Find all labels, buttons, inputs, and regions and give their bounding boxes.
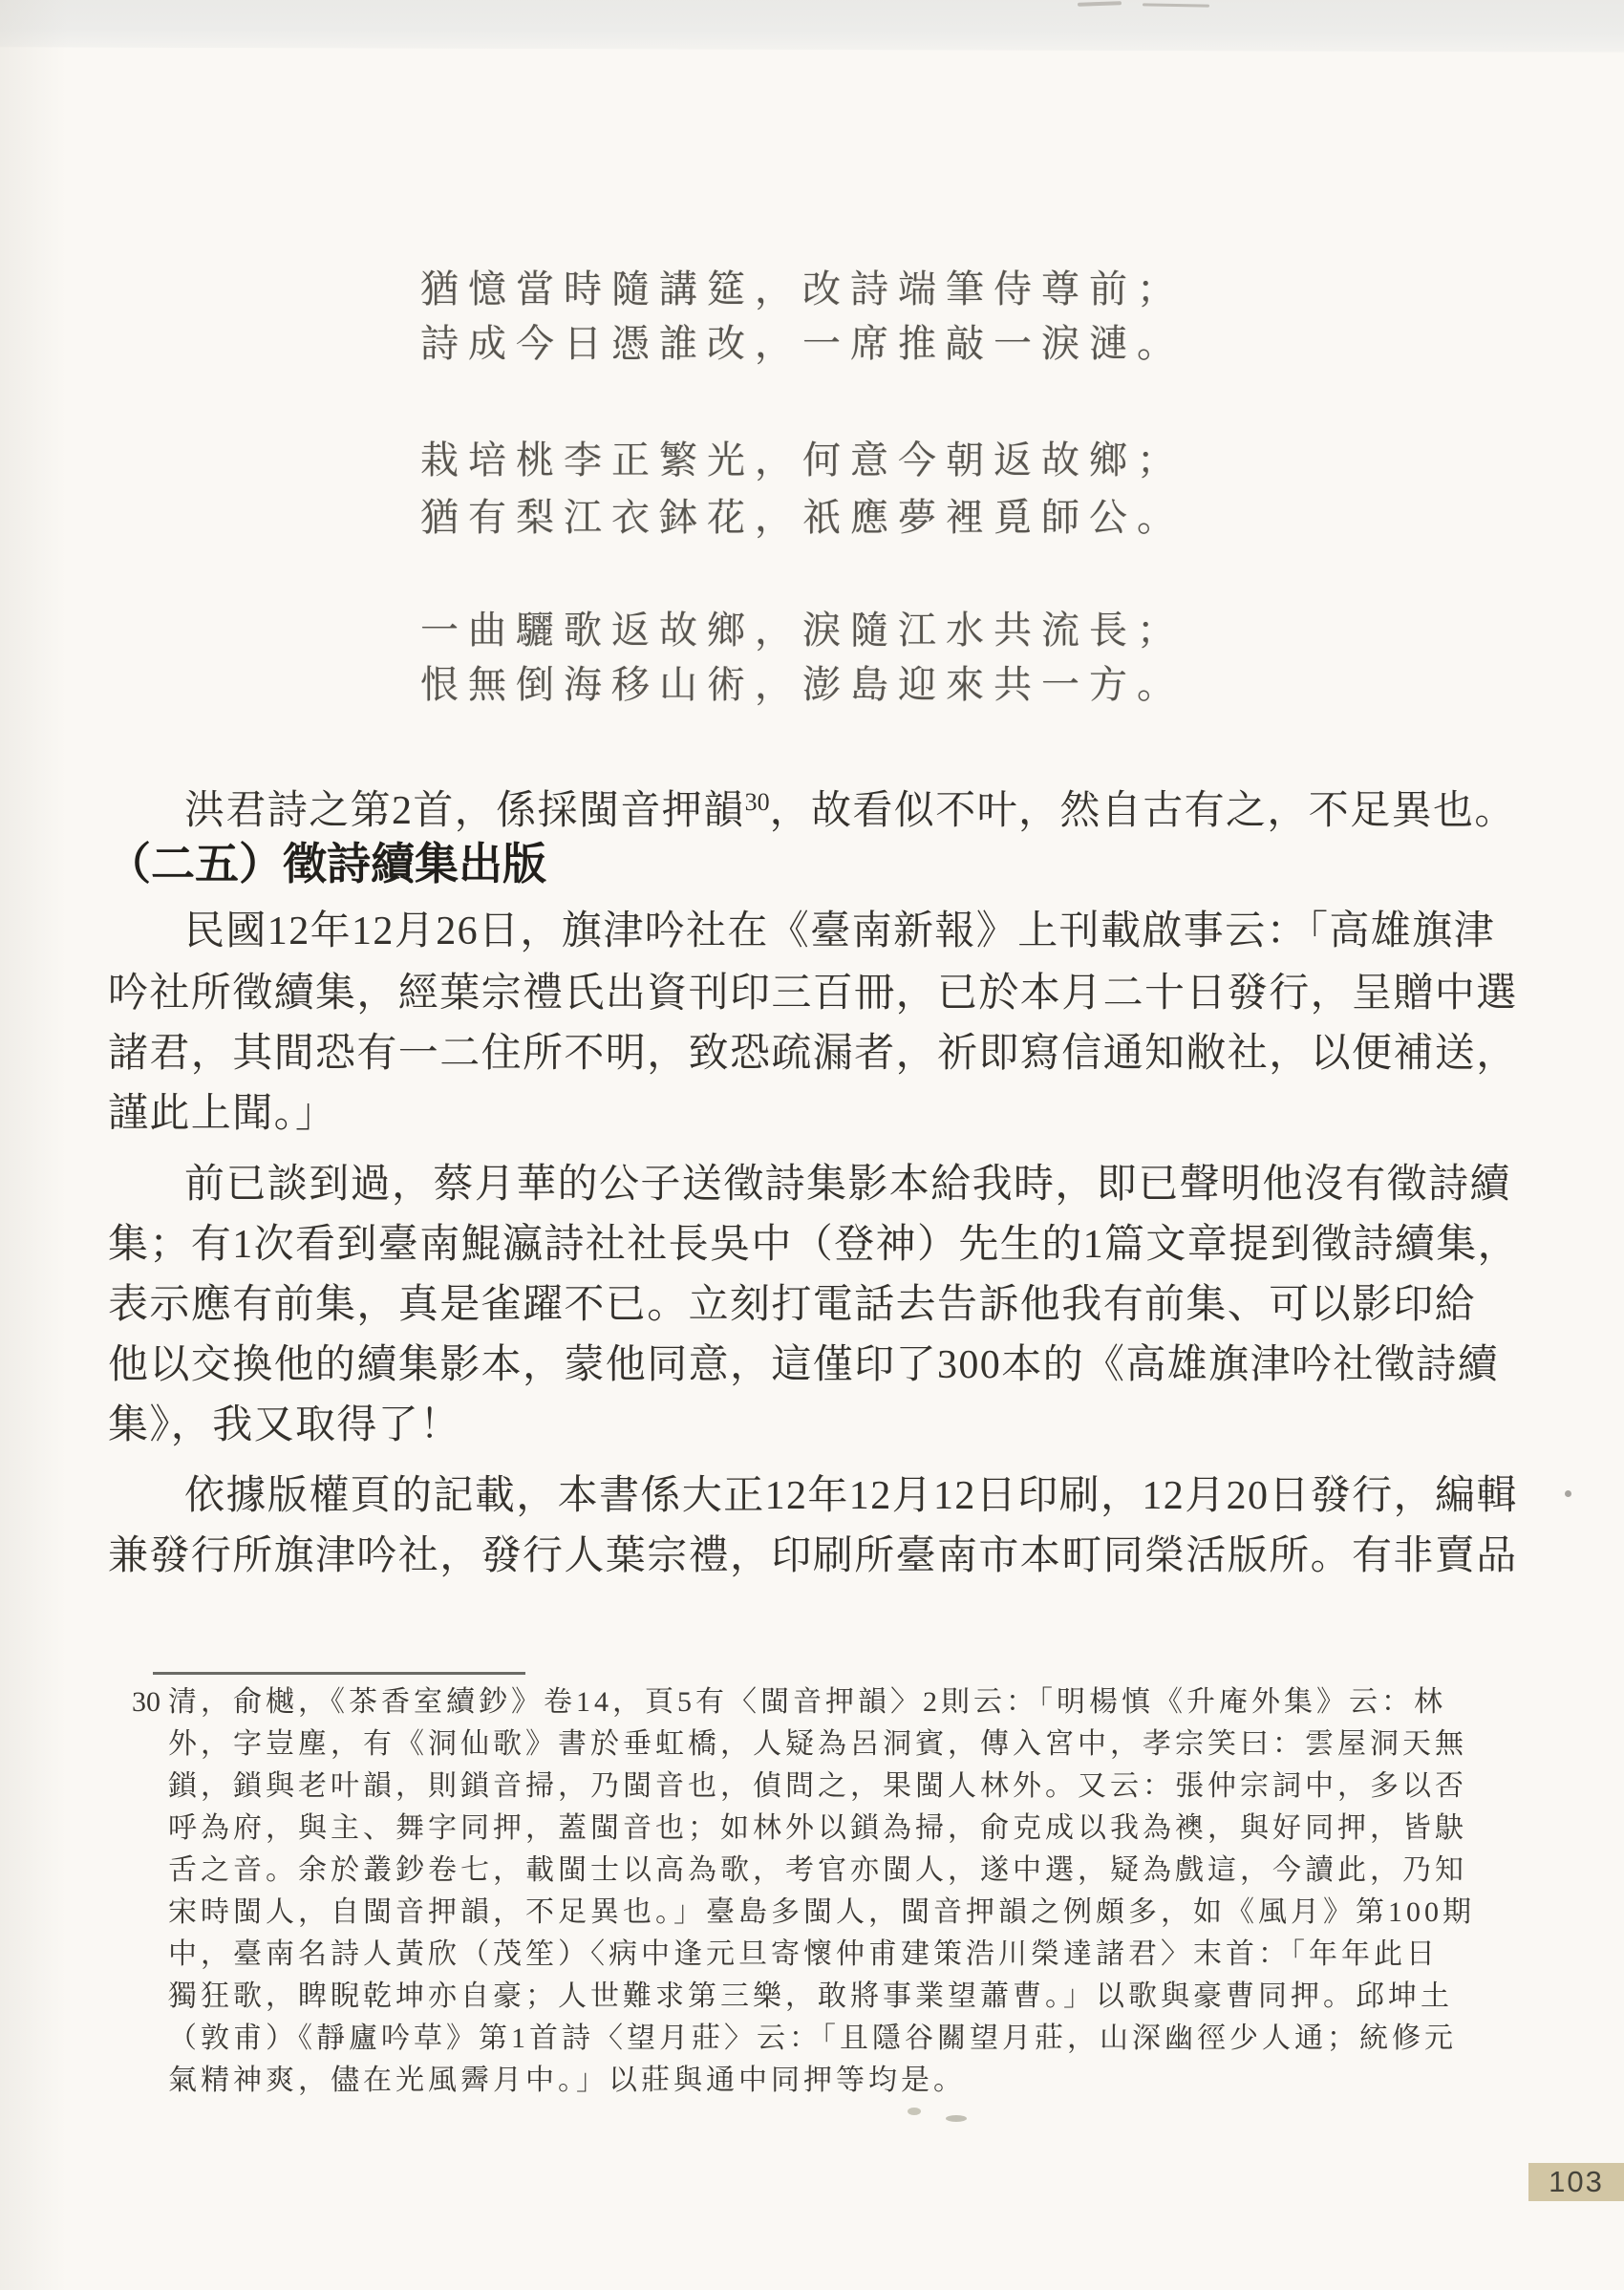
poem-line: 一曲驪歌返故鄉，淚隨江水共流長； [420,609,1185,652]
footnote-line: 氣精神爽，儘在光風霽月中。」以莊與通中同押等均是。 [168,2065,966,2096]
footnote-line: 中，臺南名詩人黃欣（茂笙）〈病中逢元旦寄懷仲甫建策浩川榮達諸君〉末首：「年年此日 [168,1938,1439,1970]
smudge-artifact [946,2115,967,2122]
paragraph-line: 集》，我又取得了！ [108,1403,461,1447]
footnote-line: 舌之音。余於叢鈔卷七，載閩士以高為歌，考官亦閩人，遂中選，疑為戲這，今讀此，乃知 [168,1854,1467,1886]
page-number: 103 [1549,2165,1604,2198]
footnote-number: 30 [132,1686,160,1718]
paragraph-line: 前已談到過，蔡月華的公子送徵詩集影本給我時，即已聲明他沒有徵詩續 [184,1163,1511,1207]
paragraph-line: 諸君，其間恐有一二住所不明，致恐疏漏者，祈即寫信通知敝社，以便補送， [108,1032,1518,1076]
paragraph-line: 他以交換他的續集影本，蒙他同意，這僅印了300本的《高雄旗津吟社徵詩續 [108,1343,1500,1387]
note-line-post: ，故看似不叶，然自古有之，不足異也。 [769,789,1516,833]
footnote-line: （敦甫）《靜廬吟草》第1首詩〈望月莊〉云：「且隱谷關望月莊，山深幽徑少人通；統修元 [168,2022,1457,2054]
paragraph-line: 謹此上聞。」 [108,1092,337,1136]
footnote-line: 獨狂歌，睥睨乾坤亦自豪；人世難求第三樂，敢將事業望蕭曹。」以歌與豪曹同押。邱坤土 [168,1980,1453,2012]
paragraph-line: 兼發行所旗津吟社，發行人葉宗禮，印刷所臺南市本町同榮活版所。有非賣品 [108,1534,1518,1578]
section-heading: （二五）徵詩續集出版 [107,840,546,888]
smudge-artifact [908,2108,921,2115]
paragraph-line: 依據版權頁的記載，本書係大正12年12月12日印刷，12月20日發行，編輯 [184,1474,1518,1518]
footnote-line: 呼為府，與主、舞字同押，蓋閩音也；如林外以鎖為掃，俞克成以我為襖，與好同押，皆鴃 [168,1812,1467,1844]
paragraph-line: 民國12年12月26日，旗津吟社在《臺南新報》上刊載啟事云：「高雄旗津 [184,910,1496,953]
paragraph-line: 吟社所徵續集，經葉宗禮氏出資刊印三百冊，已於本月二十日發行，呈贈中選 [108,972,1518,1016]
footnote-line: 清，俞樾，《茶香室續鈔》卷14，頁5有〈閩音押韻〉2則云：「明楊慎《升庵外集》云：林 [168,1686,1446,1718]
footnote-reference-superscript: 30 [744,788,770,816]
scan-left-shade-artifact [0,0,67,2290]
poem-line: 猶有梨江衣鉢花，祇應夢裡覓師公。 [420,496,1185,539]
page-number-badge [1528,2163,1624,2201]
margin-dot-artifact [1565,1490,1571,1497]
footnote-line: 外，字豈塵，有《洞仙歌》書於垂虹橋，人疑為呂洞賓，傳入宮中，孝宗笑曰：雲屋洞天無 [168,1728,1467,1760]
paragraph-line: 表示應有前集，真是雀躍不已。立刻打電話去告訴他我有前集、可以影印給 [108,1283,1477,1327]
footnote-line: 宋時閩人，自閩音押韻，不足異也。」臺島多閩人，閩音押韻之例頗多，如《風月》第100期 [168,1896,1475,1928]
poem-line: 栽培桃李正繁光，何意今朝返故鄉； [420,439,1185,482]
paragraph-line: 集；有1次看到臺南鯤瀛詩社社長吳中（登神）先生的1篇文章提到徵詩續集， [108,1223,1520,1267]
note-line-pre: 洪君詩之第2首，係採閩音押韻 [184,789,745,833]
footnote-line: 鎖，鎖與老叶韻，則鎖音掃，乃閩音也，偵問之，果閩人林外。又云：張仲宗詞中，多以否 [168,1770,1467,1802]
poem-line: 恨無倒海移山術，澎島迎來共一方。 [420,663,1185,706]
poem-line: 詩成今日憑誰改，一席推敲一淚漣。 [420,322,1185,365]
poem-line: 猶憶當時隨講筵，改詩端筆侍尊前； [420,268,1185,310]
scan-top-band-artifact [0,0,1624,53]
footnote-separator [153,1672,525,1675]
note-line [184,779,1516,835]
